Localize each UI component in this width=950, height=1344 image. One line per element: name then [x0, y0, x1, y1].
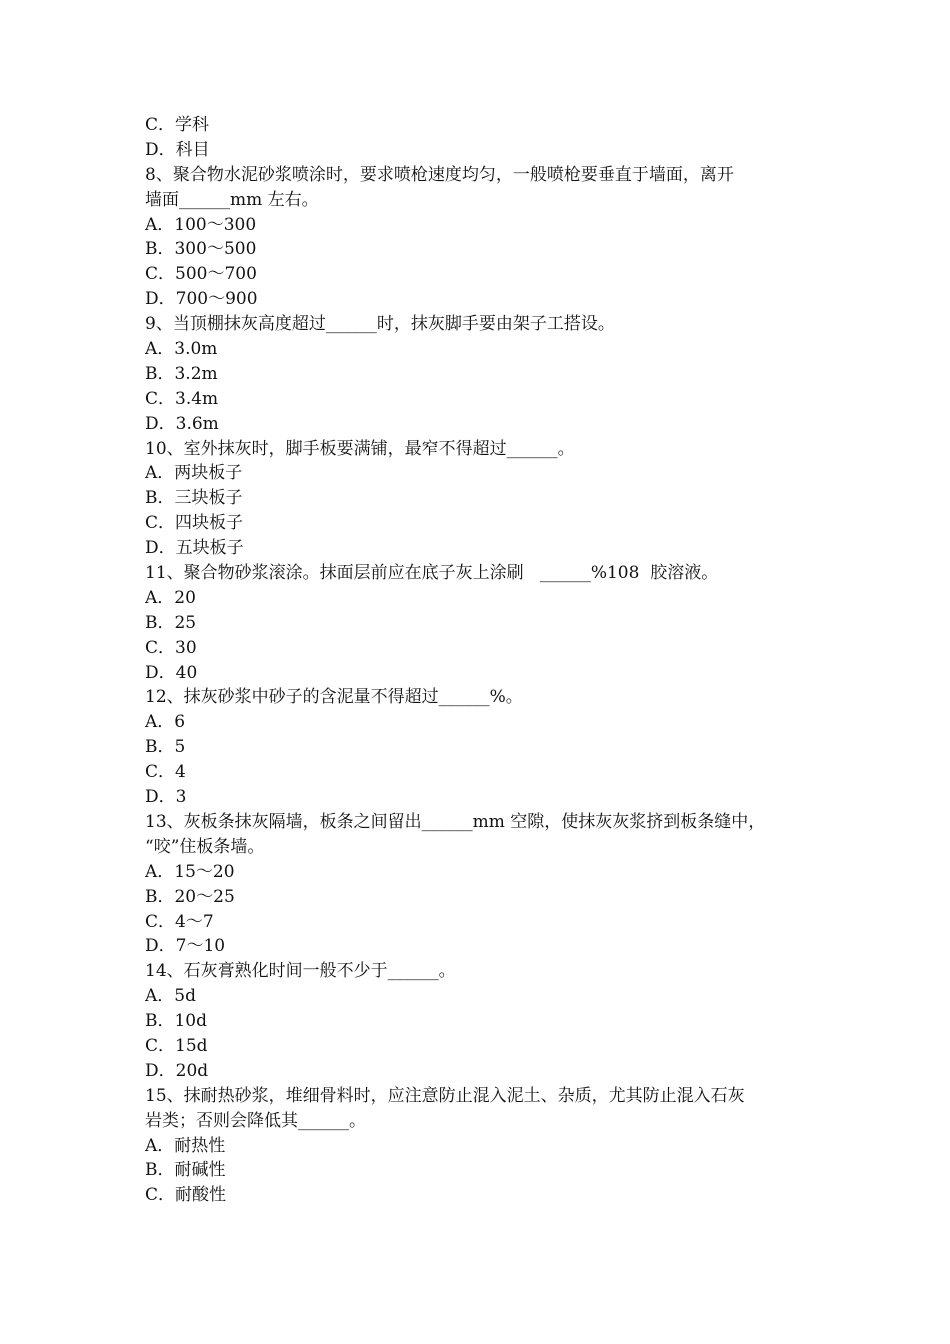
- answer-option: A．6: [145, 712, 186, 733]
- answer-option: D．700～900: [145, 289, 258, 310]
- answer-option: A．15～20: [145, 861, 235, 882]
- answer-option: A．100～300: [145, 214, 257, 235]
- question-text-line: 15、抹耐热砂浆，堆细骨料时，应注意防止混入泥土、杂质，尤其防止混入石灰: [145, 1085, 745, 1106]
- answer-option: C．耐酸性: [145, 1185, 227, 1206]
- answer-option: D．7～10: [145, 936, 226, 957]
- answer-option: C．3.4m: [145, 388, 219, 409]
- answer-option: A．两块板子: [145, 463, 243, 484]
- question-text-line: 8、聚合物水泥砂浆喷涂时，要求喷枪速度均匀，一般喷枪要垂直于墙面，离开: [145, 164, 734, 185]
- answer-option: D．3.6m: [145, 413, 219, 434]
- answer-option: C．学科: [145, 115, 210, 135]
- answer-option: A．20: [145, 587, 196, 608]
- question-text-line: 13、灰板条抹灰隔墙，板条之间留出______mm 空隙，使抹灰灰浆挤到板条缝中，: [145, 811, 766, 832]
- answer-option: D．3: [145, 787, 187, 808]
- answer-option: C．4～7: [145, 911, 214, 932]
- answer-option: D．五块板子: [145, 538, 244, 559]
- answer-option: B．20～25: [145, 886, 235, 907]
- answer-option: B．25: [145, 612, 197, 633]
- answer-option: D．科目: [145, 139, 210, 160]
- answer-option: C．500～700: [145, 264, 257, 285]
- answer-option: D．20d: [145, 1060, 209, 1081]
- answer-option: B．300～500: [145, 239, 257, 260]
- answer-option: B．耐碱性: [145, 1160, 226, 1181]
- question-text-line: 9、当顶棚抹灰高度超过______时，抹灰脚手要由架子工搭设。: [145, 314, 615, 335]
- question-text-line: 11、聚合物砂浆滚涂。抹面层前应在底子灰上涂刷 ______%108 胶溶液。: [145, 563, 719, 584]
- answer-option: C．4: [145, 762, 186, 783]
- answer-option: A．3.0m: [145, 339, 218, 360]
- question-text-line: 14、石灰膏熟化时间一般不少于______。: [145, 961, 456, 982]
- answer-option: B．5: [145, 737, 186, 758]
- document-body: [145, 113, 810, 1208]
- answer-option: D．40: [145, 662, 198, 683]
- question-text-line: “咬”住板条墙。: [145, 836, 265, 857]
- answer-option: B．10d: [145, 1011, 208, 1032]
- answer-option: C．15d: [145, 1035, 208, 1056]
- answer-option: B．三块板子: [145, 488, 243, 509]
- answer-option: A．5d: [145, 986, 196, 1007]
- answer-option: C．30: [145, 637, 197, 658]
- question-text-line: 12、抹灰砂浆中砂子的含泥量不得超过______%。: [145, 687, 523, 708]
- question-text-line: 墙面______mm 左右。: [145, 189, 319, 210]
- answer-option: A．耐热性: [145, 1135, 226, 1156]
- answer-option: B．3.2m: [145, 363, 218, 384]
- answer-option: C．四块板子: [145, 513, 244, 534]
- question-text-line: 岩类；否则会降低其______。: [145, 1110, 366, 1131]
- question-text-line: 10、室外抹灰时，脚手板要满铺，最窄不得超过______。: [145, 438, 575, 459]
